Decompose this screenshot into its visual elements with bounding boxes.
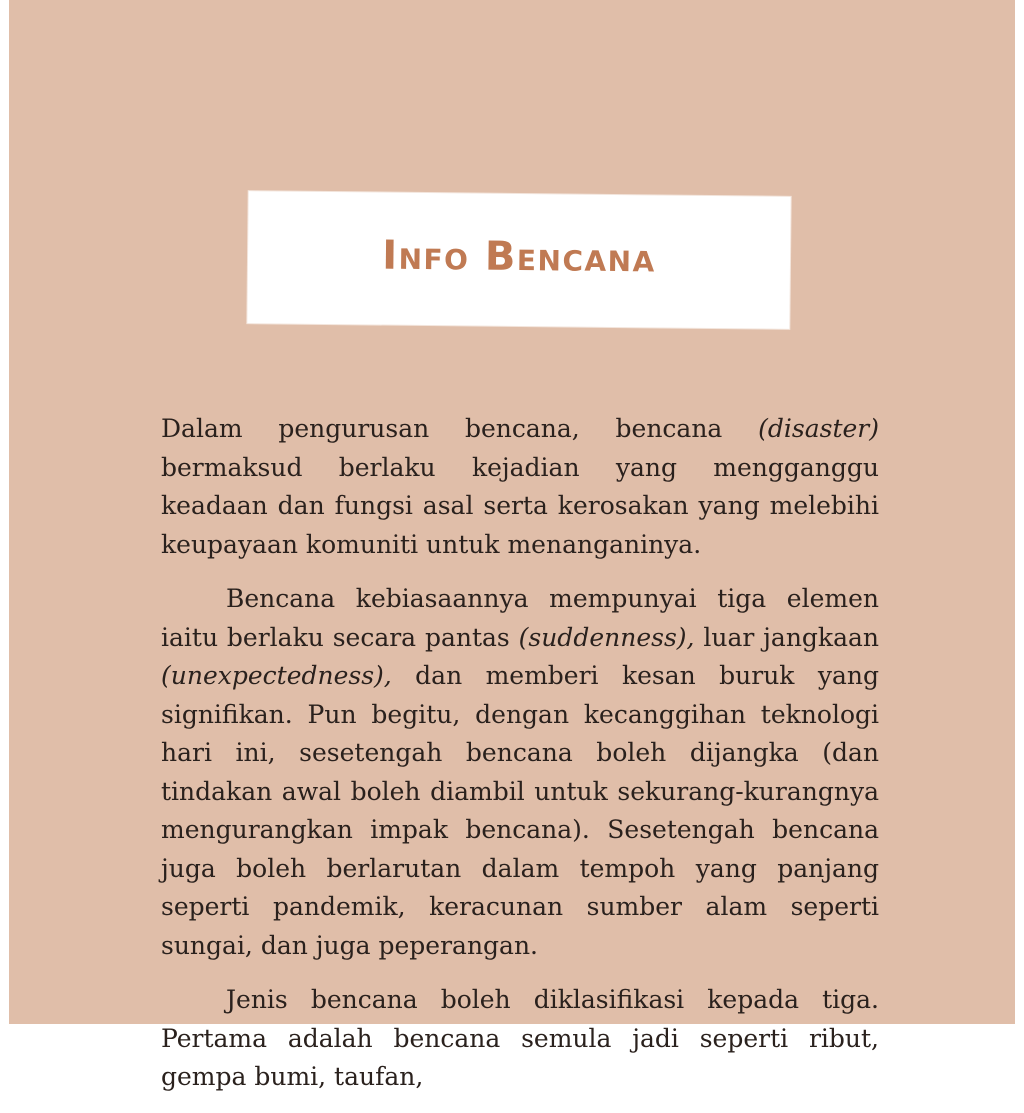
paragraph-2-text-cont: luar jangkaan: [694, 622, 879, 652]
paragraph-1: [161, 410, 879, 564]
paragraph-1-term-disaster: (disaster): [758, 414, 879, 443]
paragraph-2-term-suddenness: (suddenness),: [518, 622, 695, 652]
paragraph-3: [161, 981, 879, 1097]
paragraph-1-text: Dalam pengurusan bencana, bencana: [161, 414, 759, 443]
paragraph-2: [161, 580, 879, 965]
paragraph-2-text: Bencana kebiasaannya mempunyai tiga elemen iaitu berlaku secara pantas: [161, 584, 879, 652]
page-title: Info Bencana: [382, 232, 657, 282]
paragraph-3-text: Jenis bencana boleh diklasifikasi kepada tiga. Pertama adalah bencana semula jadi seperti ribut, gempa bumi, taufan,: [161, 985, 879, 1091]
paragraph-2-term-unexpectedness: (unexpectedness),: [161, 661, 392, 690]
body-text: [161, 410, 879, 1113]
paragraph-1-text-cont: bermaksud berlaku kejadian yang mengganggu keadaan dan fungsi asal serta kerosakan yang melebihi keupayaan komuniti untuk menanganinya.: [161, 452, 879, 559]
paragraph-2-text-end: dan memberi kesan buruk yang signifikan. Pun begitu, dengan kecanggihan teknologi hari ini, sesetengah bencana boleh dijangka (dan tindakan awal boleh diambil untuk sekurang-kurangnya mengurangkan impak bencana). Sesetengah bencana juga boleh berlarutan dalam tempoh yang panjang seperti pandemik, keracunan sumber alam seperti sungai, dan juga peperangan.: [161, 661, 879, 960]
page: [9, 0, 1015, 1091]
title-card: [247, 191, 790, 329]
